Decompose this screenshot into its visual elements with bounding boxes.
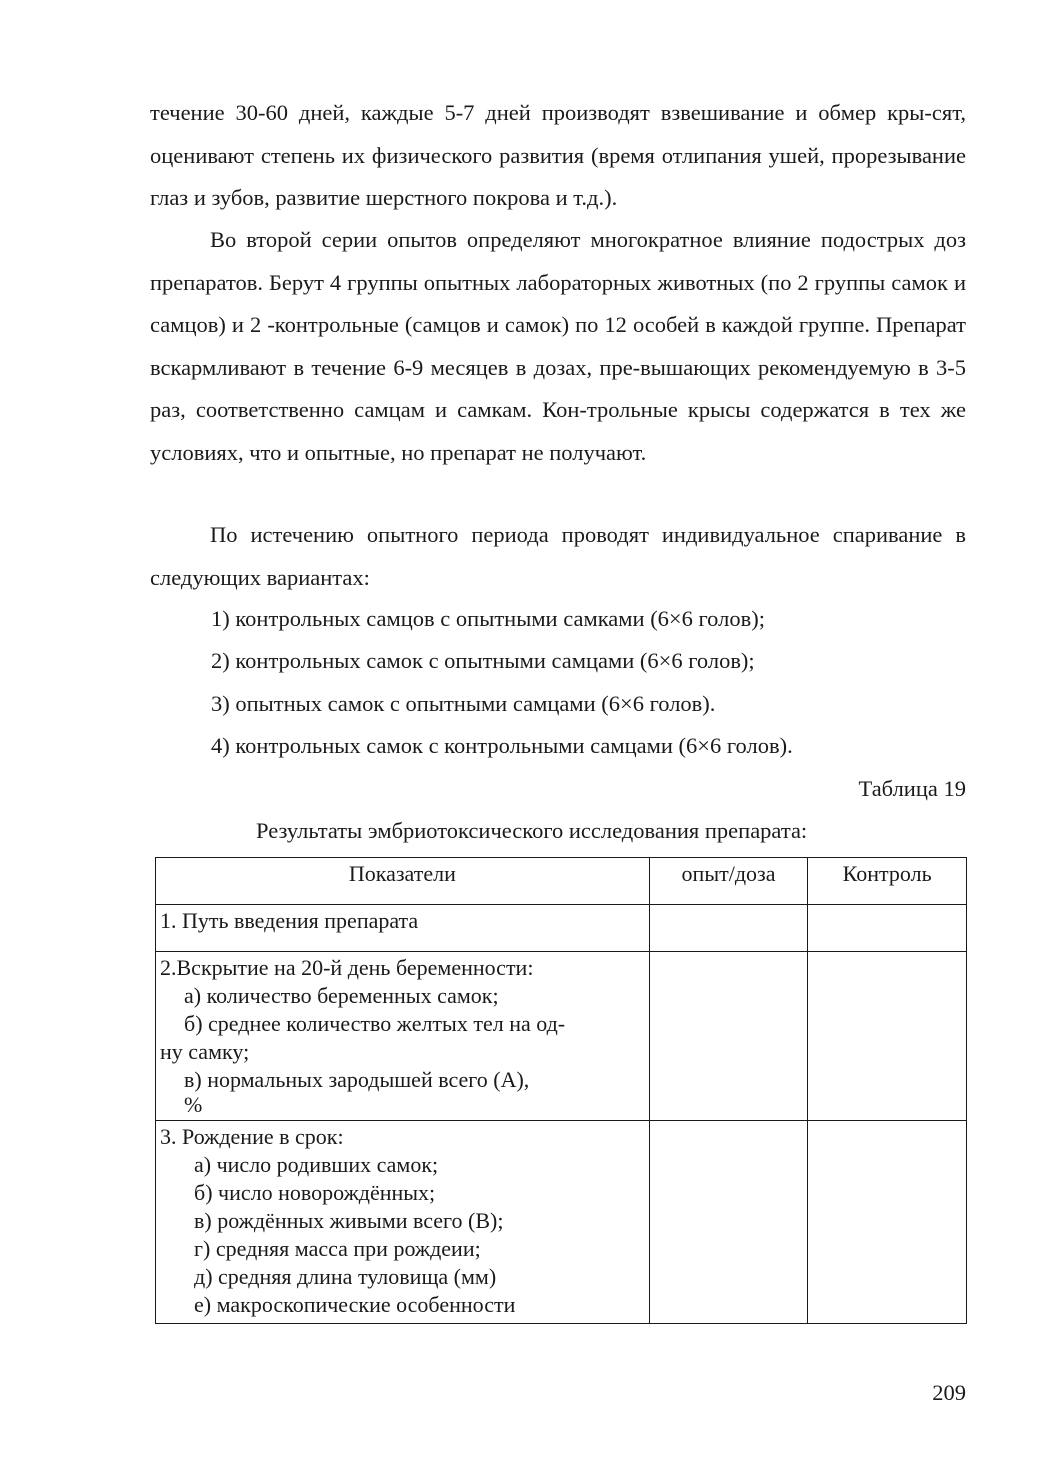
paragraph-mating: По истечению опытного периода проводят индивидуальное спаривание в следующих вариантах:: [150, 522, 966, 590]
row-item: а) число родивших самок;: [194, 1152, 439, 1177]
row-title: 2.Вскрытие на 20-й день беременности:: [160, 955, 534, 980]
row-item: б) среднее количество желтых тел на од-: [184, 1011, 566, 1036]
table-label: Таблица 19: [858, 776, 966, 801]
table-row: [156, 952, 967, 1121]
row-item: д) средняя длина туловища (мм): [194, 1264, 497, 1289]
results-table: [155, 857, 967, 1324]
mating-variants-list: [211, 598, 793, 767]
row-item: в) рождённых живыми всего (В);: [194, 1208, 504, 1233]
table-cell: [156, 952, 650, 1121]
row-item: б) число новорождённых;: [194, 1180, 436, 1205]
row-title: 1. Путь введения препарата: [160, 908, 419, 933]
row-item: г) средняя масса при рождеии;: [194, 1236, 481, 1261]
header-experiment-dose: опыт/доза: [649, 858, 808, 905]
paragraph-second-series: Во второй серии опытов определяют многократное влияние подострых доз препаратов. Берут 4 группы опытных лабораторных животных (по 2 группы самок и самцов) и 2 -контрольные (самцов и самок) по 12 особей в каждой группе. Препарат вскармливают в течение 6-9 месяцев в дозах, пре-вышающих рекомендуемую в 3-5 раз, соответственно самцам и самкам. Кон-трольные крысы содержатся в тех же условиях, что и опытные, но препарат не получают.: [150, 227, 966, 465]
table-cell-empty: [808, 952, 967, 1121]
paragraph-continuation: течение 30-60 дней, каждые 5-7 дней производят взвешивание и обмер кры-сят, оценивают степень их физического развития (время отлипания ушей, прорезывание глаз и зубов, развитие шерстного покрова и т.д.).: [150, 100, 966, 210]
row-title: 3. Рождение в срок:: [160, 1124, 344, 1149]
table-cell: [156, 1121, 650, 1324]
row-item: в) нормальных зародышей всего (А),: [184, 1067, 530, 1092]
table-cell-empty: [649, 905, 808, 952]
table-cell-empty: [649, 952, 808, 1121]
row-item: е) макроскопические особенности: [194, 1292, 516, 1317]
table-header-row: [156, 858, 967, 905]
table-caption: Результаты эмбриотоксического исследования препарата:: [256, 818, 808, 843]
row-item: %: [184, 1092, 203, 1117]
page-number: 209: [932, 1380, 966, 1405]
header-control: Контроль: [808, 858, 967, 905]
list-item: 3) опытных самок с опытными самцами (6×6 голов).: [211, 690, 716, 716]
header-indicators: Показатели: [156, 858, 650, 905]
row-item: а) количество беременных самок;: [184, 983, 499, 1008]
table-row: [156, 1121, 967, 1324]
table-cell: [156, 905, 650, 952]
table-row: [156, 905, 967, 952]
row-item: ну самку;: [160, 1039, 250, 1064]
list-item: 4) контрольных самок с контрольными самцами (6×6 голов).: [211, 732, 793, 758]
table-cell-empty: [649, 1121, 808, 1324]
table-cell-empty: [808, 905, 967, 952]
list-item: 2) контрольных самок с опытными самцами (6×6 голов);: [211, 648, 755, 674]
table-cell-empty: [808, 1121, 967, 1324]
list-item: 1) контрольных самцов с опытными самками (6×6 голов);: [211, 606, 765, 631]
